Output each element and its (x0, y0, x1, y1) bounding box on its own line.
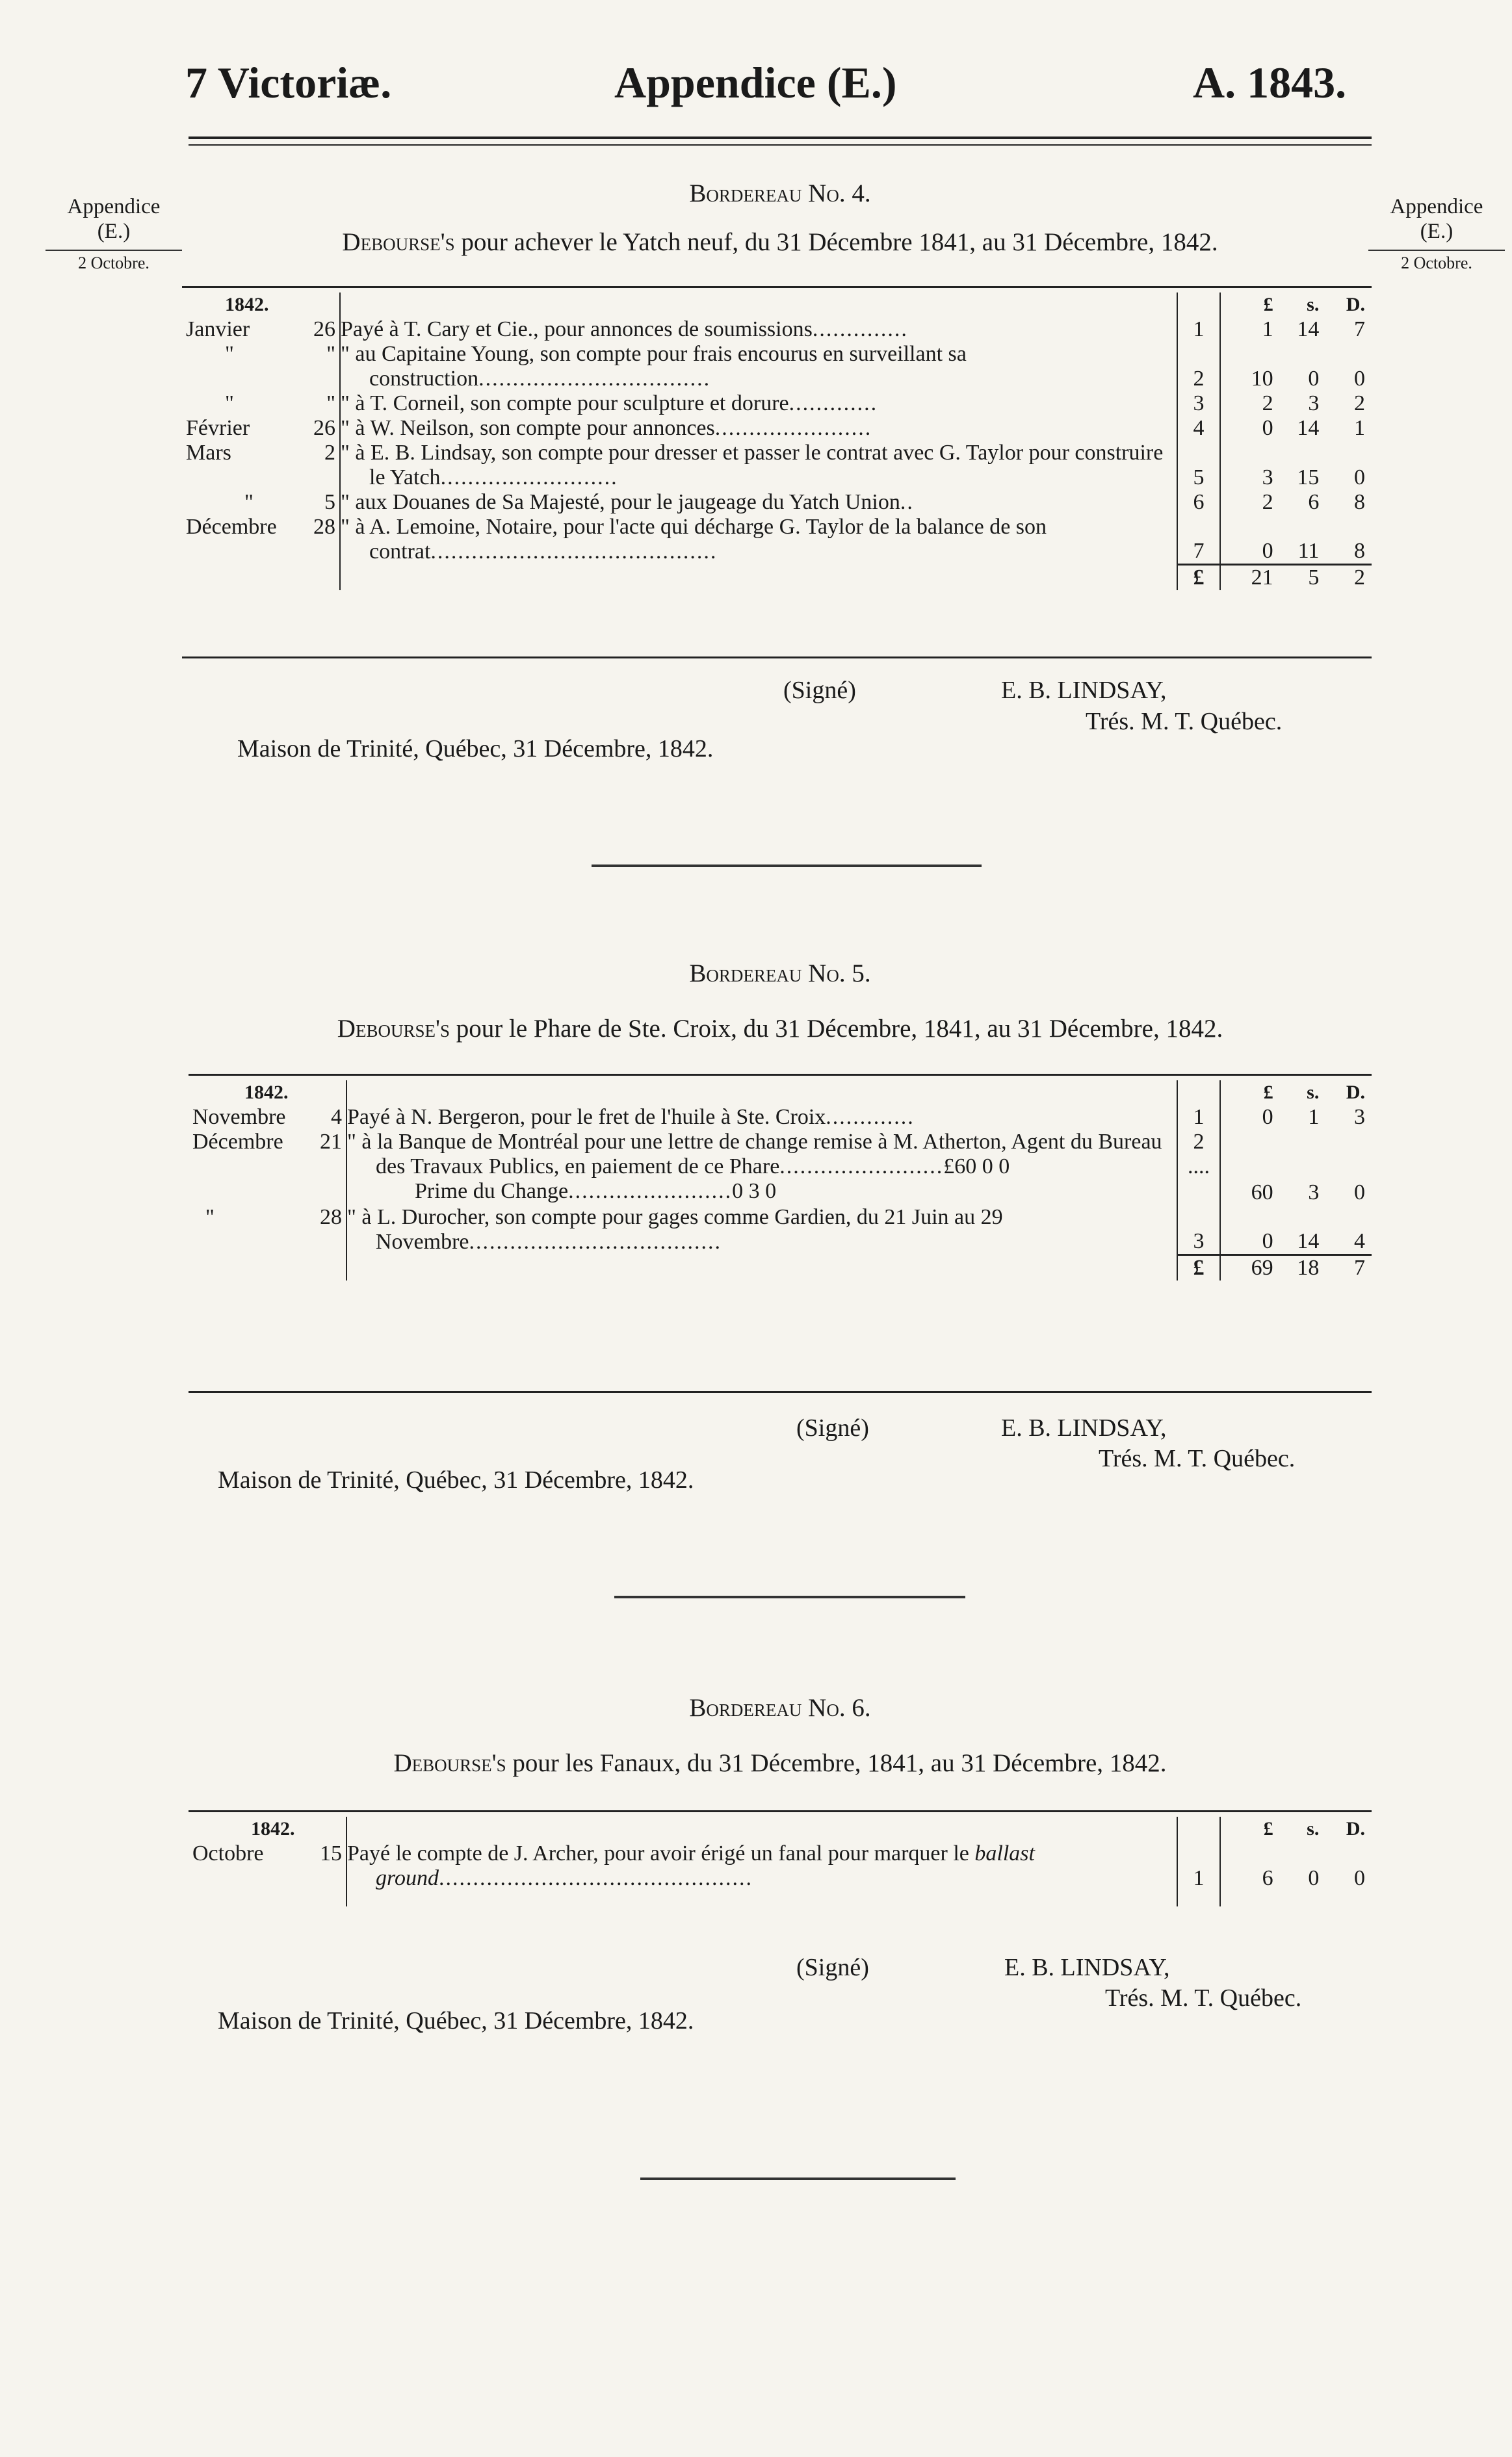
section-divider (614, 1596, 965, 1598)
table-row: " " " au Capitaine Young, son compte pour frais encourus en surveillant sa construction.................................. 2 10 0 0 (225, 342, 1366, 391)
bordereau-6-table (189, 1817, 1372, 1906)
bordereau-6-title: Bordereau No. 6. (689, 1694, 871, 1722)
bordereau-4-total-row: £ 21 5 2 (182, 564, 1372, 590)
bordereau-5-subtitle: Debourse's pour le Phare de Ste. Croix, du 31 Décembre, 1841, au 31 Décembre, 1842. (337, 1015, 1223, 1043)
table-row: " 5 " aux Douanes de Sa Majesté, pour le jaugeage du Yatch Union.. 6 2 6 8 (244, 490, 1366, 514)
signer-name: E. B. LINDSAY, (1001, 1414, 1167, 1442)
bordereau-5-total-row: £ 69 18 7 (189, 1254, 1372, 1280)
bordereau-6-top-rule (189, 1810, 1372, 1812)
signer-name: E. B. LINDSAY, (1004, 1954, 1170, 1981)
signer-name: E. B. LINDSAY, (1001, 677, 1167, 704)
place-date: Maison de Trinité, Québec, 31 Décembre, 1842. (237, 735, 714, 762)
table-row: Décembre 21 " à la Banque de Montréal pour une lettre de change remise à M. Atherton, Agent du Bureau des Travaux Publics, en paiement de ce Phare........................£60 0 0 Prime du Change........................0 3 0 2 .... 60 3 0 (192, 1130, 1366, 1204)
signer-title: Trés. M. T. Québec. (1099, 1445, 1296, 1472)
table-header-row (182, 292, 1372, 317)
place-date: Maison de Trinité, Québec, 31 Décembre, 1842. (218, 1466, 694, 1494)
bordereau-4-table (182, 292, 1372, 590)
signer-title: Trés. M. T. Québec. (1105, 1984, 1302, 2012)
signed-label: (Signé) (796, 1954, 869, 1981)
header-year: A. 1843. (1193, 58, 1347, 107)
table-row: Mars 2 " à E. B. Lindsay, son compte pour dresser et passer le contrat avec G. Taylor pour construire le Yatch.......................... 5 3 15 0 (186, 441, 1366, 489)
signed-label: (Signé) (796, 1414, 869, 1442)
section-divider (592, 864, 982, 867)
year-cell: 1842. (225, 294, 269, 315)
bordereau-4-subtitle: Debourse's pour achever le Yatch neuf, du 31 Décembre 1841, au 31 Décembre, 1842. (342, 228, 1218, 256)
bordereau-4-bottom-rule (182, 656, 1372, 658)
table-row: Décembre 28 " à A. Lemoine, Notaire, pour l'acte qui décharge G. Taylor de la balance de son contrat.......................................... 7 0 11 8 (186, 515, 1366, 564)
margin-note-left: Appendice (E.) 2 Octobre. (46, 195, 182, 273)
signer-title: Trés. M. T. Québec. (1086, 708, 1283, 735)
bordereau-6-subtitle: Debourse's pour les Fanaux, du 31 Décembre, 1841, au 31 Décembre, 1842. (393, 1749, 1167, 1777)
bordereau-4-top-rule (182, 286, 1372, 288)
table-row: Janvier 26 Payé à T. Cary et Cie., pour annonces de soumissions.............. 1 1 14 7 (186, 317, 1366, 341)
bordereau-5-table (189, 1080, 1372, 1280)
place-date: Maison de Trinité, Québec, 31 Décembre, 1842. (218, 2007, 694, 2034)
table-row: " " " à T. Corneil, son compte pour sculpture et dorure............. 3 2 3 2 (225, 391, 1366, 415)
header-rule-thin (189, 144, 1372, 146)
bordereau-4-title: Bordereau No. 4. (689, 179, 871, 207)
section-divider (640, 2178, 956, 2180)
header-appendix: Appendice (E.) (614, 58, 897, 107)
table-header-row: 1842. £ s. D. (189, 1817, 1372, 1841)
bordereau-5-top-rule (189, 1074, 1372, 1076)
table-row: Février 26 " à W. Neilson, son compte pour annonces....................... 4 0 14 1 (186, 416, 1366, 440)
table-header-row: 1842. £ s. D. (189, 1080, 1372, 1105)
margin-note-right: Appendice (E.) 2 Octobre. (1368, 195, 1505, 273)
bordereau-5-bottom-rule (189, 1391, 1372, 1393)
table-row: Octobre 15 Payé le compte de J. Archer, pour avoir érigé un fanal pour marquer le ballast ground.............................................. 1 6 0 0 (189, 1841, 1372, 1906)
table-row: Novembre 4 Payé à N. Bergeron, pour le fret de l'huile à Ste. Croix............. 1 0 1 3 (192, 1105, 1366, 1129)
header-volume: 7 Victoriæ. (185, 58, 392, 107)
currency-header: £ s. D. (1263, 294, 1366, 315)
table-row: " 28 " à L. Durocher, son compte pour gages comme Gardien, du 21 Juin au 29 Novembre..................................... 3 0 14 4 (205, 1205, 1366, 1254)
signed-label: (Signé) (783, 677, 856, 704)
bordereau-5-title: Bordereau No. 5. (689, 959, 871, 987)
header-rule (189, 136, 1372, 139)
